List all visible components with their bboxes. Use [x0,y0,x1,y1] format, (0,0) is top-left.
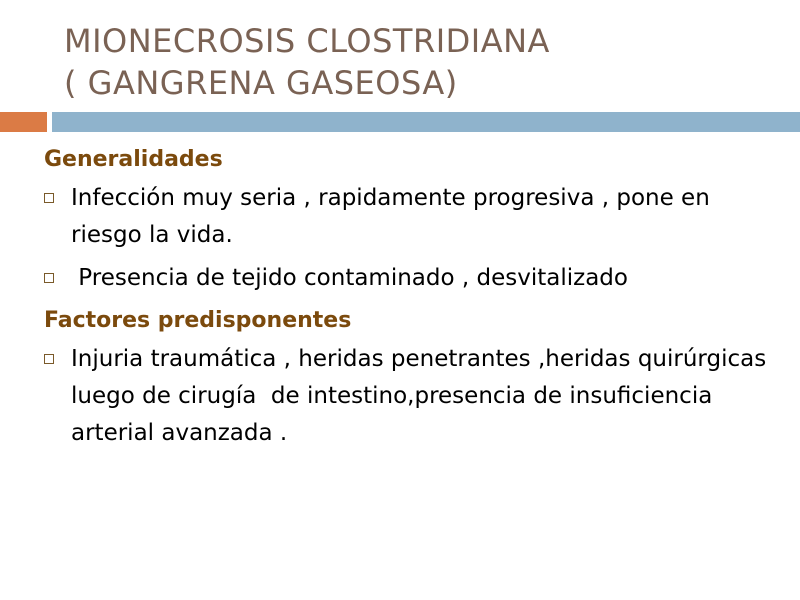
bullet-text: Injuria traumática , heridas penetrantes ,heridas quirúrgicas luego de cirugía de intestino,presencia de insuficiencia arterial avanzada . [71,346,774,446]
title-rule-bar [52,112,800,132]
square-bullet-icon [44,273,54,283]
square-bullet-icon [44,193,54,203]
title-accent-block [0,112,47,132]
bullet-item [44,260,784,297]
bullet-text: Infección muy seria , rapidamente progresiva , pone en riesgo la vida. [71,185,710,248]
bullet-item [44,341,784,452]
bullet-text: Presencia de tejido contaminado , desvitalizado [71,265,628,291]
slide-content [44,142,784,458]
section-heading-generalidades: Generalidades [44,147,223,172]
slide-title-line-2: ( GANGRENA GASEOSA) [64,64,458,102]
slide-title-line-1: MIONECROSIS CLOSTRIDIANA [64,22,550,60]
section-heading-factores: Factores predisponentes [44,308,352,333]
slide-title [64,20,784,104]
square-bullet-icon [44,354,54,364]
bullet-item [44,180,784,254]
